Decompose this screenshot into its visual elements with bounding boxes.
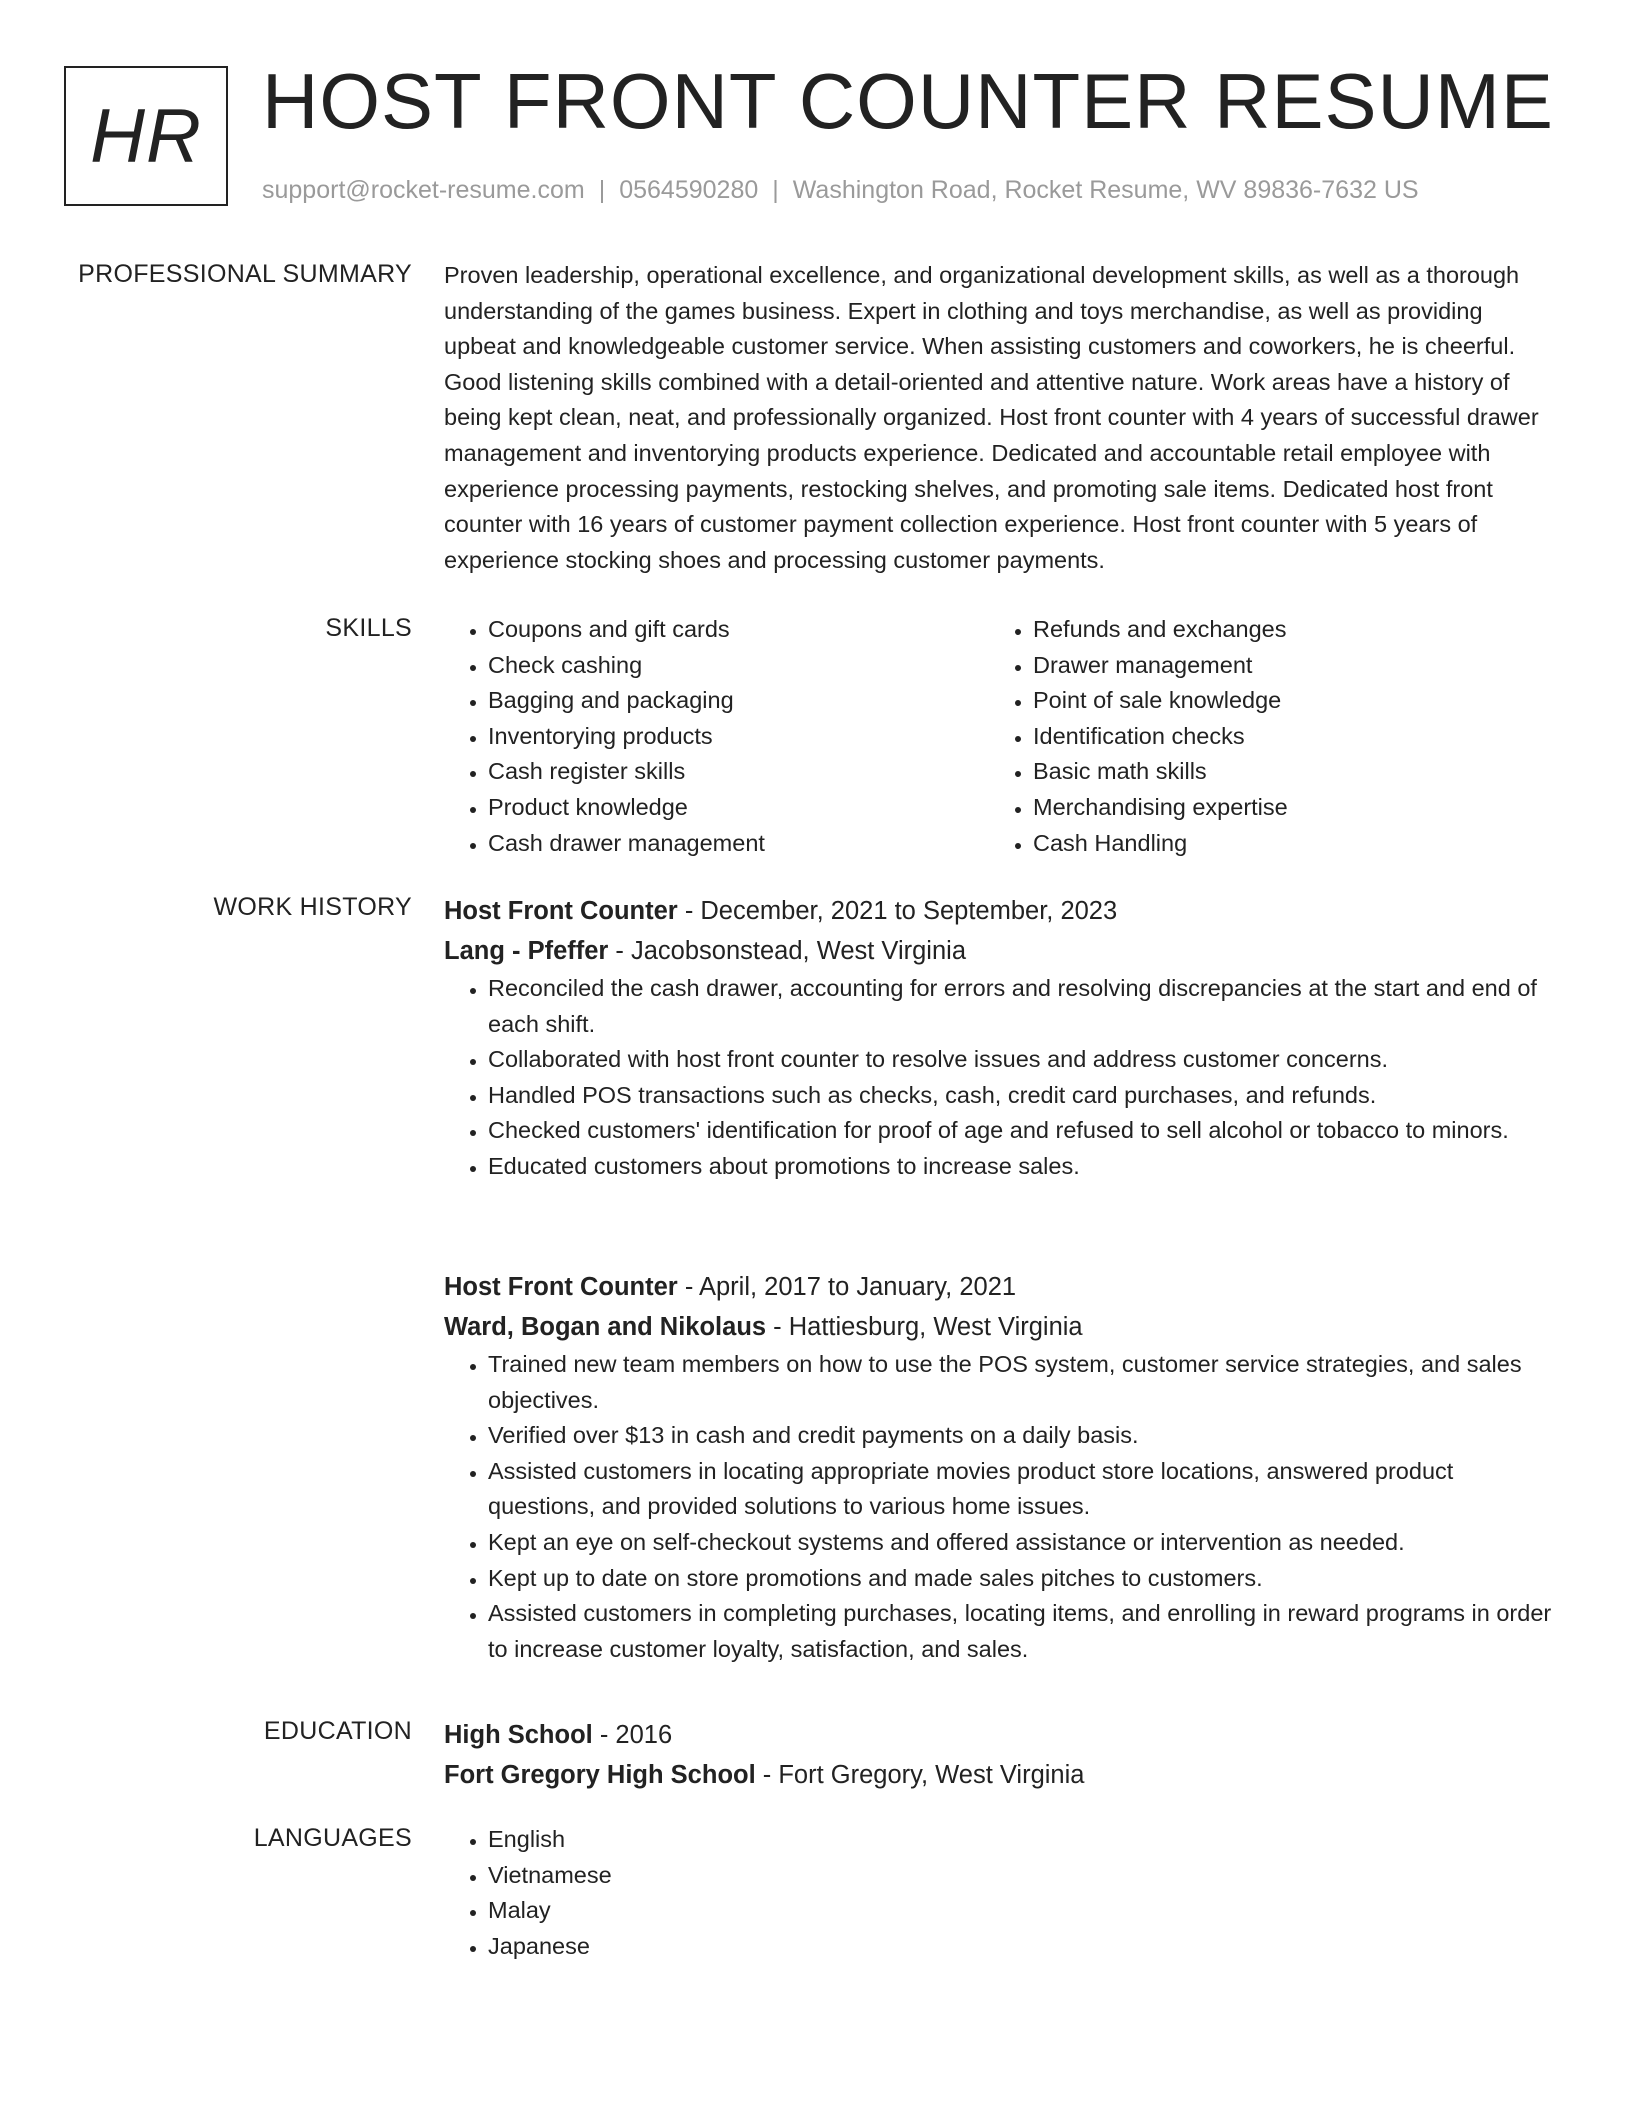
job-bullet: • Trained new team members on how to use the POS system, customer service strategies, and sales objectives. <box>488 1347 1554 1418</box>
skill-item: • Coupons and gift cards <box>488 612 989 648</box>
job-company-line <box>444 1307 1554 1347</box>
resume-title: HOST FRONT COUNTER RESUME <box>262 57 1554 145</box>
skill-item: • Inventorying products <box>488 719 989 755</box>
job-company: Ward, Bogan and Nikolaus <box>444 1313 767 1341</box>
job-location: - Hattiesburg, West Virginia <box>766 1313 1083 1341</box>
summary-text: Proven leadership, operational excellence, and organizational development skills, as well as a thorough understanding of the games business. Expert in clothing and toys merchandise, as well as providing upbeat and knowledgeable customer service. When assisting customers and coworkers, he is cheerful. Good listening skills combined with a detail-oriented and attentive nature. Work areas have a history of being kept clean, neat, and professionally organized. Host front counter with 4 years of successful drawer management and inventorying products experience. Dedicated and accountable retail employee with experience processing payments, restocking shelves, and promoting sale items. Dedicated host front counter with 16 years of customer payment collection experience. Host front counter with 5 years of experience stocking shoes and processing customer payments. <box>444 262 1539 573</box>
job-bullet: • Handled POS transactions such as checks, cash, credit card purchases, and refunds. <box>488 1078 1554 1114</box>
job-bullet: • Kept an eye on self-checkout systems and offered assistance or intervention as needed. <box>488 1525 1554 1561</box>
summary-body <box>444 258 1554 578</box>
education-year: - 2016 <box>592 1721 673 1749</box>
job-entry <box>444 891 1554 1185</box>
job-bullet: • Assisted customers in locating appropriate movies product store locations, answered product questions, and provided solutions to various home issues. <box>488 1454 1554 1525</box>
work-history-body <box>444 891 1554 1662</box>
section-label-work-history: WORK HISTORY <box>213 893 412 921</box>
skill-item: • Point of sale knowledge <box>1033 683 1534 719</box>
skill-item: • Product knowledge <box>488 790 989 826</box>
job-bullet: • Assisted customers in completing purchases, locating items, and enrolling in reward programs in order to increase customer loyalty, satisfaction, and sales. <box>488 1596 1554 1667</box>
section-label-languages: LANGUAGES <box>253 1824 412 1852</box>
skills-list-right <box>989 612 1534 861</box>
job-bullets <box>444 1347 1554 1667</box>
skill-item: • Check cashing <box>488 648 989 684</box>
contact-line <box>262 174 1419 206</box>
languages-list <box>444 1822 1554 1964</box>
language-item: • Vietnamese <box>488 1858 1554 1894</box>
job-location: - Jacobsonstead, West Virginia <box>608 937 967 965</box>
contact-phone[interactable]: 0564590280 <box>619 176 759 204</box>
education-degree: High School <box>444 1721 593 1749</box>
skills-grid <box>444 612 1554 861</box>
job-title-line <box>444 891 1554 931</box>
skills-list-left <box>444 612 989 861</box>
job-bullet: • Verified over $13 in cash and credit payments on a daily basis. <box>488 1418 1554 1454</box>
job-title: Host Front Counter <box>444 1273 678 1301</box>
job-bullets <box>444 971 1554 1185</box>
languages-body <box>444 1822 1554 1964</box>
skill-item: • Cash register skills <box>488 754 989 790</box>
job-title: Host Front Counter <box>444 897 678 925</box>
monogram-text: HR <box>90 93 202 179</box>
education-school-line <box>444 1755 1554 1795</box>
contact-email[interactable]: support@rocket-resume.com <box>262 176 585 204</box>
section-label-summary: PROFESSIONAL SUMMARY <box>78 260 412 288</box>
skill-item: • Drawer management <box>1033 648 1534 684</box>
skill-item: • Cash drawer management <box>488 826 989 862</box>
language-item: • Japanese <box>488 1929 1554 1965</box>
monogram-logo <box>64 66 228 206</box>
job-bullet: • Collaborated with host front counter to resolve issues and address customer concerns. <box>488 1042 1554 1078</box>
job-title-line <box>444 1267 1554 1307</box>
skills-column-right <box>989 612 1534 861</box>
language-item: • English <box>488 1822 1554 1858</box>
job-company: Lang - Pfeffer <box>444 937 609 965</box>
contact-separator: | <box>772 176 779 204</box>
skill-item: • Merchandising expertise <box>1033 790 1534 826</box>
education-body <box>444 1715 1554 1795</box>
skill-item: • Basic math skills <box>1033 754 1534 790</box>
education-location: - Fort Gregory, West Virginia <box>755 1761 1085 1789</box>
skill-item: • Identification checks <box>1033 719 1534 755</box>
language-item: • Malay <box>488 1893 1554 1929</box>
skills-column-left <box>444 612 989 861</box>
contact-separator: | <box>598 176 606 204</box>
job-bullet: • Educated customers about promotions to increase sales. <box>488 1149 1554 1185</box>
skills-body <box>444 612 1554 861</box>
job-dates: - December, 2021 to September, 2023 <box>677 897 1118 925</box>
skill-item: • Bagging and packaging <box>488 683 989 719</box>
job-bullet: • Reconciled the cash drawer, accounting for errors and resolving discrepancies at the start and end of each shift. <box>488 971 1554 1042</box>
skill-item: • Refunds and exchanges <box>1033 612 1534 648</box>
job-company-line <box>444 931 1554 971</box>
contact-address: Washington Road, Rocket Resume, WV 89836-7632 US <box>792 176 1419 204</box>
section-label-education: EDUCATION <box>263 1717 412 1745</box>
job-dates: - April, 2017 to January, 2021 <box>677 1273 1017 1301</box>
job-bullet: • Kept up to date on store promotions and made sales pitches to customers. <box>488 1561 1554 1597</box>
education-school: Fort Gregory High School <box>444 1761 756 1789</box>
section-label-skills: SKILLS <box>325 614 412 642</box>
job-bullet: • Checked customers' identification for proof of age and refused to sell alcohol or tobacco to minors. <box>488 1113 1554 1149</box>
skill-item: • Cash Handling <box>1033 826 1534 862</box>
job-entry <box>444 1267 1554 1667</box>
education-degree-line <box>444 1715 1554 1755</box>
